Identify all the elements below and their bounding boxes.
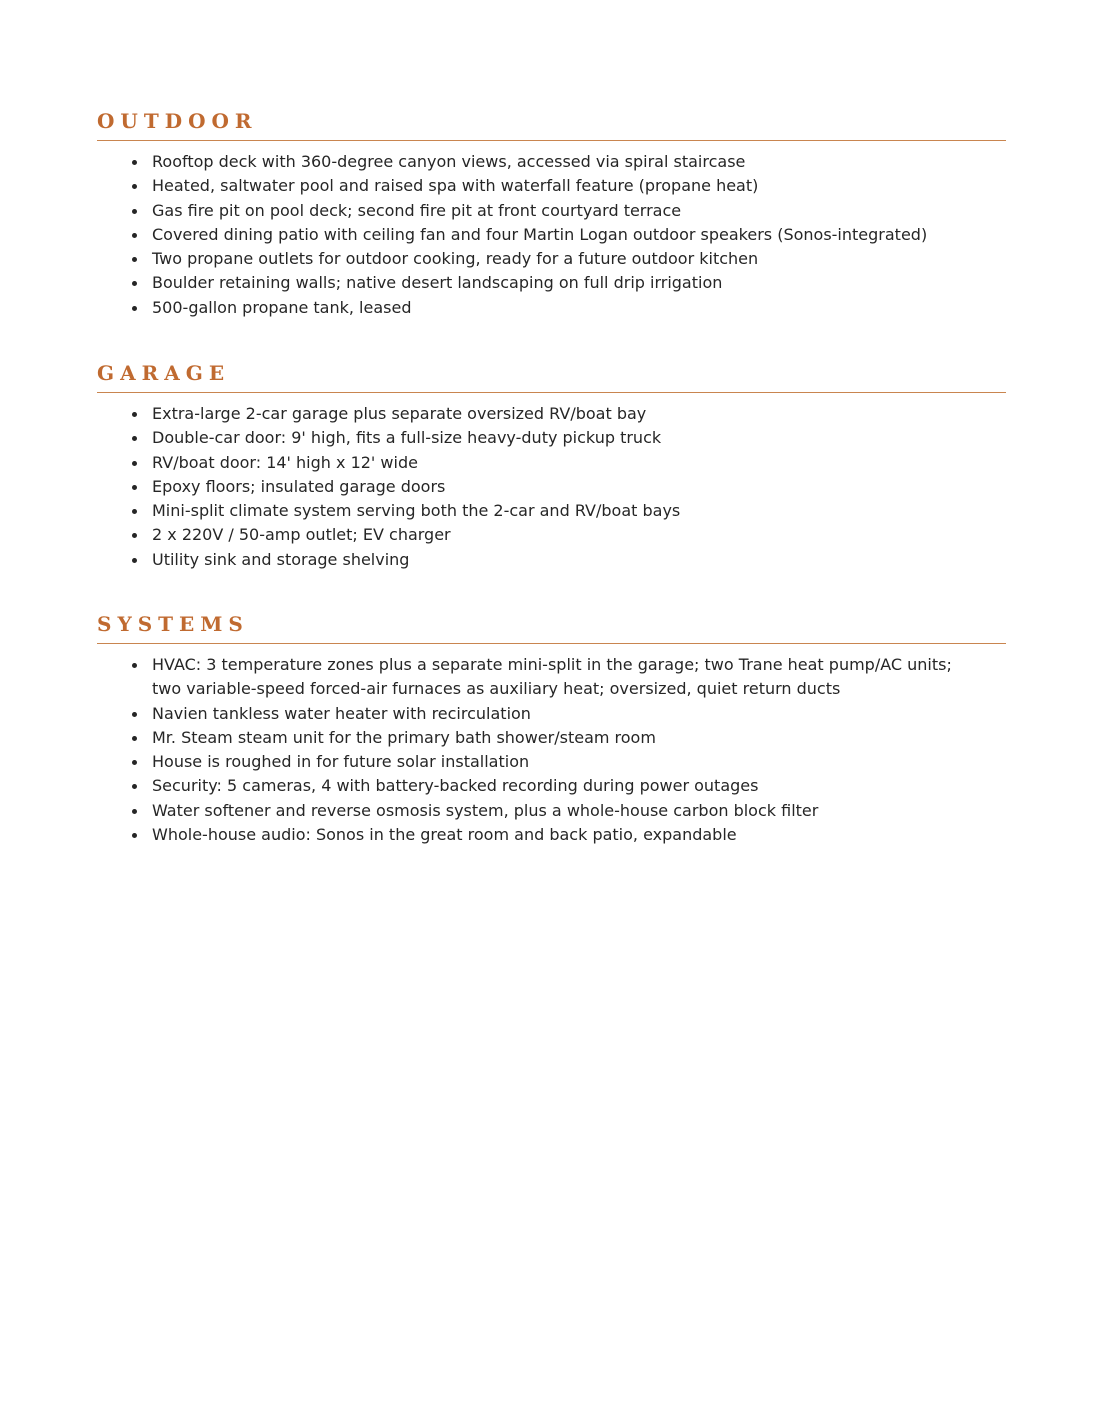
list-item-text: Double-car door: 9' high, fits a full-size heavy-duty pickup truck: [152, 428, 662, 448]
bullet-icon: [132, 760, 137, 765]
list-item: [97, 247, 1006, 271]
list-item-text: Heated, saltwater pool and raised spa with waterfall feature (propane heat): [152, 176, 759, 196]
list-item-text: HVAC: 3 temperature zones plus a separate mini-split in the garage; two Trane heat pump/AC units; two variable-speed forced-air furnaces as auxiliary heat; oversized, quiet return ducts: [152, 655, 952, 699]
list-item-text: Covered dining patio with ceiling fan and four Martin Logan outdoor speakers (Sonos-integrated): [152, 224, 928, 244]
list-item: [97, 726, 1006, 750]
list-item-text: Epoxy floors; insulated garage doors: [152, 476, 446, 496]
list-item-text: RV/boat door: 14' high x 12' wide: [152, 452, 418, 472]
section-heading-garage: GARAGE: [97, 361, 231, 385]
bullet-icon: [132, 533, 137, 538]
list-item: [97, 499, 1006, 523]
list-item: [97, 475, 1006, 499]
bullet-icon: [132, 160, 137, 165]
bullet-icon: [132, 784, 137, 789]
list-item: [97, 823, 1006, 847]
list-item: [97, 271, 1006, 295]
list-item-text: Water softener and reverse osmosis system, plus a whole-house carbon block filter: [152, 800, 819, 820]
systems-feature-list: [97, 653, 1006, 847]
bullet-icon: [132, 281, 137, 286]
list-item: [97, 223, 1006, 247]
bullet-icon: [132, 257, 137, 262]
garage-section: [97, 360, 1006, 572]
list-item: [97, 799, 1006, 823]
section-divider: [97, 643, 1006, 644]
bullet-icon: [132, 412, 137, 417]
list-item: [97, 653, 1006, 702]
bullet-icon: [132, 233, 137, 238]
section-divider: [97, 140, 1006, 141]
list-item: [97, 750, 1006, 774]
bullet-icon: [132, 485, 137, 490]
list-item-text: 500-gallon propane tank, leased: [152, 297, 412, 317]
list-item: [97, 548, 1006, 572]
bullet-icon: [132, 809, 137, 814]
systems-section: [97, 611, 1006, 847]
bullet-icon: [132, 736, 137, 741]
list-item: [97, 296, 1006, 320]
section-divider: [97, 392, 1006, 393]
bullet-icon: [132, 558, 137, 563]
list-item-text: Utility sink and storage shelving: [152, 549, 410, 569]
list-item-text: Boulder retaining walls; native desert landscaping on full drip irrigation: [152, 273, 723, 293]
bullet-icon: [132, 833, 137, 838]
bullet-icon: [132, 306, 137, 311]
list-item: [97, 150, 1006, 174]
garage-feature-list: [97, 402, 1006, 572]
bullet-icon: [132, 209, 137, 214]
list-item-text: House is roughed in for future solar installation: [152, 752, 530, 772]
list-item-text: Mr. Steam steam unit for the primary bath shower/steam room: [152, 727, 656, 747]
list-item-text: Extra-large 2-car garage plus separate oversized RV/boat bay: [152, 404, 647, 423]
outdoor-feature-list: [97, 150, 1006, 320]
section-heading-systems: SYSTEMS: [97, 612, 249, 636]
list-item-text: Security: 5 cameras, 4 with battery-backed recording during power outages: [152, 776, 759, 796]
bullet-icon: [132, 461, 137, 466]
bullet-icon: [132, 436, 137, 441]
list-item: [97, 451, 1006, 475]
bullet-icon: [132, 184, 137, 189]
list-item: [97, 426, 1006, 450]
list-item: [97, 523, 1006, 547]
list-item-text: Two propane outlets for outdoor cooking, ready for a future outdoor kitchen: [152, 249, 759, 269]
outdoor-section: [97, 108, 1006, 320]
bullet-icon: [132, 663, 137, 668]
list-item: [97, 702, 1006, 726]
list-item-text: Navien tankless water heater with recirculation: [152, 703, 531, 723]
list-item: [97, 199, 1006, 223]
list-item-text: 2 x 220V / 50-amp outlet; EV charger: [152, 525, 451, 545]
section-heading-outdoor: OUTDOOR: [97, 109, 258, 133]
list-item: [97, 774, 1006, 798]
list-item-text: Whole-house audio: Sonos in the great room and back patio, expandable: [152, 825, 737, 845]
bullet-icon: [132, 509, 137, 514]
list-item-text: Rooftop deck with 360-degree canyon views, accessed via spiral staircase: [152, 152, 746, 171]
bullet-icon: [132, 712, 137, 717]
list-item-text: Gas fire pit on pool deck; second fire pit at front courtyard terrace: [152, 200, 682, 220]
list-item: [97, 402, 1006, 426]
list-item: [97, 174, 1006, 198]
list-item-text: Mini-split climate system serving both the 2-car and RV/boat bays: [152, 501, 681, 521]
